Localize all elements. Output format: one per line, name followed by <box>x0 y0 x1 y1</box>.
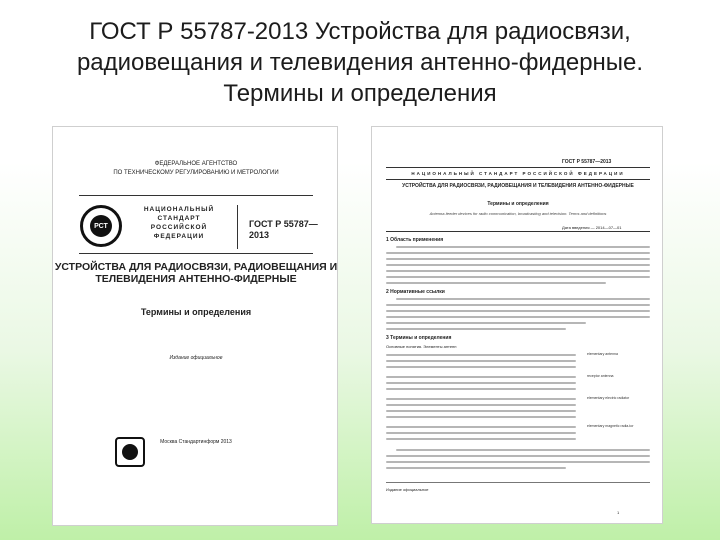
standard-cover-page <box>52 126 338 526</box>
text-line <box>386 366 576 368</box>
text-line <box>386 258 650 260</box>
slide-title <box>30 16 690 109</box>
text-line <box>386 328 566 330</box>
slide-title-line-3: Термины и определения <box>223 80 497 107</box>
section-3-heading: 3 Термины и определения <box>386 335 452 341</box>
text-line <box>386 310 650 312</box>
cover-top-rule <box>79 195 313 196</box>
page-header-rule <box>386 179 650 180</box>
text-line <box>386 270 650 272</box>
cover-code-divider <box>237 205 238 249</box>
cover-standard-name: НАЦИОНАЛЬНЫЙ СТАНДАРТ РОССИЙСКОЙ ФЕДЕРАЦИИ <box>143 206 215 240</box>
text-line <box>386 438 576 440</box>
page-footer-rule <box>386 482 650 483</box>
text-line <box>386 360 576 362</box>
text-line <box>386 461 650 463</box>
text-line <box>386 410 576 412</box>
cover-publisher: Москва Стандартинформ 2013 <box>160 439 232 445</box>
slide-title-line-2: радиовещания и телевидения антенно-фидерные. <box>76 49 644 76</box>
text-line <box>386 432 576 434</box>
text-line <box>386 316 650 318</box>
page-subtitle: Термины и определения <box>487 201 549 207</box>
cover-agency-line-2: ПО ТЕХНИЧЕСКОМУ РЕГУЛИРОВАНИЮ И МЕТРОЛОГИИ <box>113 170 279 176</box>
text-line <box>386 376 576 378</box>
text-line <box>386 382 576 384</box>
text-line <box>396 246 650 248</box>
text-line <box>386 398 576 400</box>
page-number: 1 <box>617 510 620 515</box>
text-line <box>386 264 650 266</box>
page-top-rule <box>386 167 650 168</box>
page-footer-edition: Издание официальное <box>386 487 429 492</box>
cover-subtitle: Термины и определения <box>140 307 252 317</box>
page-title: УСТРОЙСТВА ДЛЯ РАДИОСВЯЗИ, РАДИОВЕЩАНИЯ И ТЕЛЕВИДЕНИЯ АНТЕННО-ФИДЕРНЫЕ <box>402 183 634 189</box>
term-en-1: elementary antenna <box>587 352 618 356</box>
cover-title: УСТРОЙСТВА ДЛЯ РАДИОСВЯЗИ, РАДИОВЕЩАНИЯ И ТЕЛЕВИДЕНИЯ АНТЕННО-ФИДЕРНЫЕ <box>54 261 338 285</box>
text-line <box>386 404 576 406</box>
term-en-4: elementary magnetic radia-tor <box>587 424 634 428</box>
cover-edition: Издание официальное <box>169 355 223 361</box>
emblem-text: РСТ <box>94 223 108 230</box>
cover-agency-line-1: ФЕДЕРАЛЬНОЕ АГЕНТСТВО <box>154 161 238 167</box>
page-date-rule <box>386 231 650 232</box>
text-line <box>386 304 650 306</box>
standard-content-page <box>371 126 663 524</box>
text-line <box>386 282 606 284</box>
section-3-subheading: Основные понятия. Элементы антенн <box>386 344 457 349</box>
page-header: НАЦИОНАЛЬНЫЙ СТАНДАРТ РОССИЙСКОЙ ФЕДЕРАЦИИ <box>411 171 625 176</box>
text-line <box>386 455 650 457</box>
text-line <box>386 252 650 254</box>
text-line <box>386 388 576 390</box>
cover-mid-rule <box>79 253 313 254</box>
section-2-heading: 2 Нормативные ссылки <box>386 289 445 295</box>
text-line <box>386 354 576 356</box>
term-en-3: elementary electric radiator <box>587 396 630 400</box>
gost-r-emblem-icon <box>80 205 122 247</box>
section-1-heading: 1 Область применения <box>386 237 444 243</box>
page-standard-code: ГОСТ Р 55787—2013 <box>562 159 612 165</box>
text-line <box>386 426 576 428</box>
page-effective-date: Дата введения — 2014—07—01 <box>562 225 622 230</box>
text-line <box>386 276 650 278</box>
text-line <box>396 449 650 451</box>
text-line <box>386 467 566 469</box>
text-line <box>396 298 650 300</box>
term-en-2: receptor antenna <box>587 374 614 378</box>
slide-title-line-1: ГОСТ Р 55787-2013 Устройства для радиосвязи, <box>89 18 631 45</box>
cover-standard-code: ГОСТ Р 55787— 2013 <box>249 219 318 240</box>
text-line <box>386 416 576 418</box>
page-english-title: Antenna-feeder devices for radio communication, broadcasting and television. Terms and definitions <box>429 211 607 216</box>
text-line <box>386 322 586 324</box>
